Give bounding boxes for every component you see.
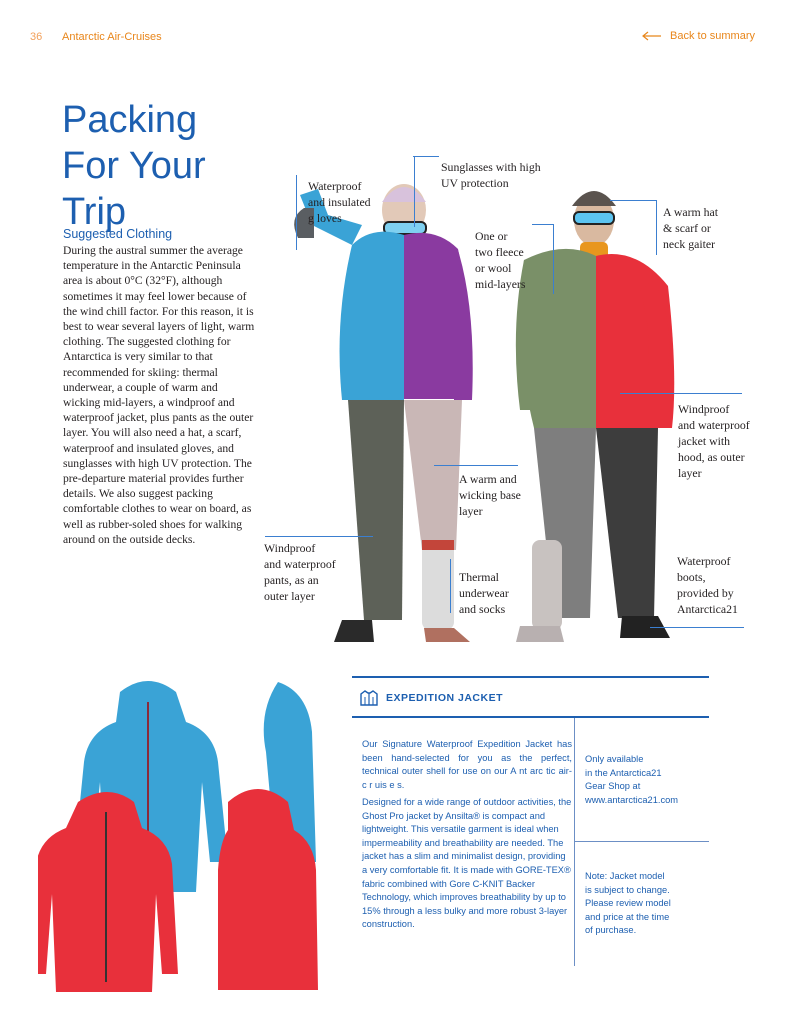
page-title: Packing For Your Trip bbox=[62, 99, 206, 233]
suggested-clothing-heading: Suggested Clothing bbox=[63, 227, 173, 241]
callout-jacket: Windproof and waterproof jacket with hood, as outer layer bbox=[678, 402, 750, 480]
expedition-availability: Only available in the Antarctica21 Gear Shop at www.antarctica21.com bbox=[585, 754, 679, 805]
back-link-label: Back to summary bbox=[670, 30, 755, 42]
callout-line-fleece bbox=[532, 224, 554, 225]
arrow-left-icon bbox=[642, 31, 662, 41]
callout-line-boots bbox=[650, 627, 744, 628]
expedition-side-divider bbox=[575, 841, 709, 842]
expedition-jackets-image bbox=[38, 672, 333, 1002]
callout-line-sunglasses-top bbox=[413, 156, 439, 157]
callout-fleece: One or two fleece or wool mid-layers bbox=[475, 229, 526, 291]
running-title: Antarctic Air-Cruises bbox=[62, 31, 162, 43]
page-number: 36 bbox=[30, 31, 43, 43]
expedition-note: Note: Jacket model is subject to change. Please review model and price at the time of purchase. bbox=[585, 871, 671, 936]
callout-thermal: Thermal underwear and socks bbox=[459, 570, 509, 616]
expedition-box-mid-rule bbox=[352, 716, 709, 718]
expedition-box-header bbox=[360, 689, 503, 707]
callout-line-thermal bbox=[450, 559, 451, 613]
back-to-summary-link[interactable] bbox=[642, 30, 755, 42]
callout-line-gloves bbox=[296, 175, 297, 250]
callout-line-sunglasses bbox=[414, 157, 415, 227]
jacket-icon bbox=[360, 689, 378, 707]
callout-pants: Windproof and waterproof pants, as an outer layer bbox=[264, 541, 336, 603]
callout-gloves: Waterproof and insulated g loves bbox=[308, 179, 371, 225]
expedition-box-top-rule bbox=[352, 676, 709, 678]
callout-line-hat-drop bbox=[656, 200, 657, 255]
callout-line-pants bbox=[265, 536, 373, 537]
callout-hat: A warm hat & scarf or neck gaiter bbox=[663, 205, 719, 251]
callout-base: A warm and wicking base layer bbox=[459, 472, 521, 518]
expedition-box-title: EXPEDITION JACKET bbox=[386, 692, 504, 704]
expedition-intro: Our Signature Waterproof Expedition Jacket has been hand-selected for you as the perfect, technical outer shell for use on our A nt arc tic air- c r uis e s. bbox=[362, 739, 572, 790]
expedition-box-divider bbox=[574, 718, 575, 966]
suggested-clothing-body: During the austral summer the average temperature in the Antarctic Peninsula area is about 0°C (32°F), although sometimes it may feel lower because of the wind chill factor. For this reason, it is best to wear several layers of light, warm clothing. The suggested clothing for Antarctica is very similar to that recommended for skiing: thermal underwear, a couple of warm and wicking mid-layers, a windproof and waterproof jacket, plus pants as the outer layer. You will also need a hat, a scarf, waterproof and insulated gloves, and sunglasses with high UV protection. The pre-departure material provides further details. We also suggest packing comfortable clothes to wear on board, as well as rubber-soled shoes for walking around on the outside decks. bbox=[63, 244, 255, 546]
callout-line-base bbox=[434, 465, 518, 466]
man-figure bbox=[516, 191, 674, 642]
callout-line-jacket bbox=[620, 393, 742, 394]
expedition-details: Designed for a wide range of outdoor activities, the Ghost Pro jacket by Ansilta® is compact and lightweight. This versatile garment is ideal when impermeability and breathability are needed. The jacket has a slim and minimalist design, providing a very comfortable fit. It is made with GORE-TEX® fabric combined with Gore C-KNIT Backer Technology, which improves breathability by up to 15% through a less bulky and more robust 3-layer construction. bbox=[362, 797, 572, 930]
callout-sunglasses: Sunglasses with high UV protection bbox=[441, 160, 541, 190]
callout-boots: Waterproof boots, provided by Antarctica21 bbox=[677, 554, 738, 616]
callout-line-fleece-drop bbox=[553, 224, 554, 294]
callout-line-hat bbox=[610, 200, 656, 201]
